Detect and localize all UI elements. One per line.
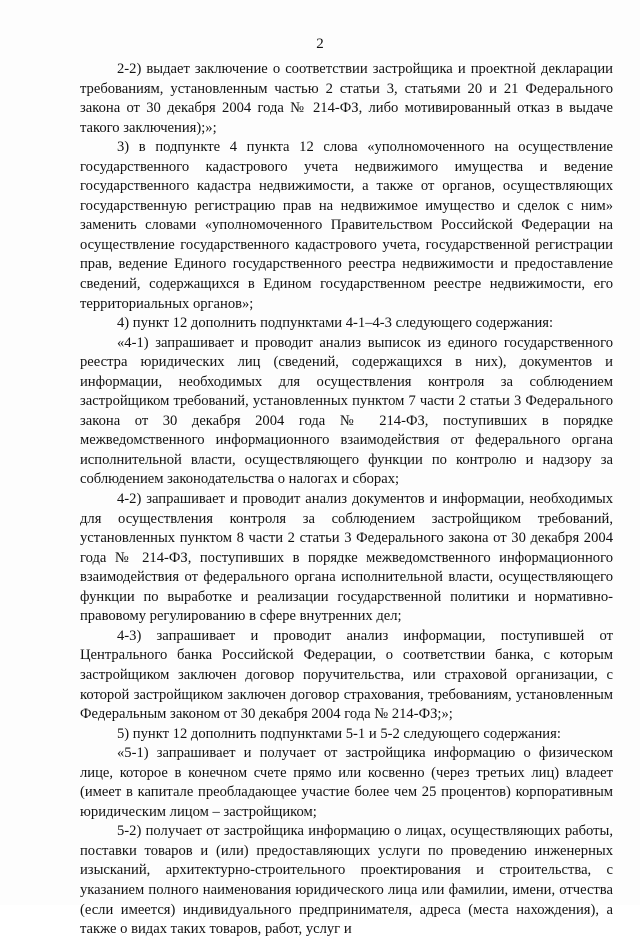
- document-body: [80, 60, 613, 940]
- page-number: 2: [316, 36, 324, 52]
- paragraph-item-4: 4) пункт 12 дополнить подпунктами 4-1–4-3 следующего содержания:: [117, 315, 554, 332]
- paragraph-2-2: 2-2) выдает заключение о соответствии застройщика и проектной декларации требованиям, установленным частью 2 статьи 3, статьями 20 и 21 Федерального закона от 30 декабря 2004 года № 214-ФЗ, либо мотивированный отказ в выдаче такого заключения);»;: [80, 61, 613, 136]
- paragraph-item-5: 5) пункт 12 дополнить подпунктами 5-1 и 5-2 следующего содержания:: [117, 725, 561, 742]
- paragraph-4-1: «4-1) запрашивает и проводит анализ выписок из единого государственного реестра юридических лиц (сведений, содержащихся в них), документов и информации, необходимых для осуществления контроля за соблюдением застройщиком требований, установленных пунктом 7 части 2 статьи 3 Федерального закона от 30 декабря 2004 года № 214-ФЗ, поступивших в порядке межведомственного информационного взаимодействия от федерального органа исполнительной власти, осуществляющего функции по контролю и надзору за соблюдением законодательства о налогах и сборах;: [80, 334, 613, 488]
- paragraph-5-1: «5-1) запрашивает и получает от застройщика информацию о физическом лице, которое в конечном счете прямо или косвенно (через третьих лиц) владеет (имеет в капитале преобладающее участие более чем 25 процентов) корпоративным юридическим лицом – застройщиком;: [80, 745, 613, 820]
- paragraph-4-3: 4-3) запрашивает и проводит анализ информации, поступившей от Центрального банка Российской Федерации, о соответствии банка, с которым застройщиком заключен договор поручительства, или страховой организации, с которой застройщиком заключен договор страхования, требованиям, установленным Федеральным законом от 30 декабря 2004 года № 214-ФЗ;»;: [80, 627, 613, 723]
- paragraph-item-3: 3) в подпункте 4 пункта 12 слова «уполномоченного на осуществление государственного кадастрового учета недвижимого имущества и ведение государственного кадастра недвижимости, а также от органов, осуществляющих государственную регистрацию прав на недвижимое имущество и сделок с ним» заменить словами «уполномоченного Правительством Российской Федерации на осуществление государственного кадастрового учета, государственной регистрации прав, ведение Единого государственного реестра недвижимости и предоставление сведений, содержащихся в Едином государственном реестре недвижимости, его территориальных органов»;: [80, 139, 613, 312]
- paragraph-4-2: 4-2) запрашивает и проводит анализ документов и информации, необходимых для осуществления контроля за соблюдением застройщиком требований, установленных пунктом 8 части 2 статьи 3 Федерального закона от 30 декабря 2004 года № 214-ФЗ, поступивших в порядке межведомственного информационного взаимодействия от федерального органа исполнительной власти, осуществляющего функции по выработке и реализации государственной политики и нормативно-правовому регулированию в сфере внутренних дел;: [80, 491, 613, 625]
- paragraph-5-2: 5-2) получает от застройщика информацию о лицах, осуществляющих работы, поставки товаров и (или) предоставляющих услуги по проведению инженерных изысканий, архитектурно-строительного проектирования и строительства, с указанием полного наименования юридического лица или фамилии, имени, отчества (если имеется) индивидуального предпринимателя, адреса (места нахождения), а также о видах таких товаров, работ, услуг и: [80, 823, 613, 938]
